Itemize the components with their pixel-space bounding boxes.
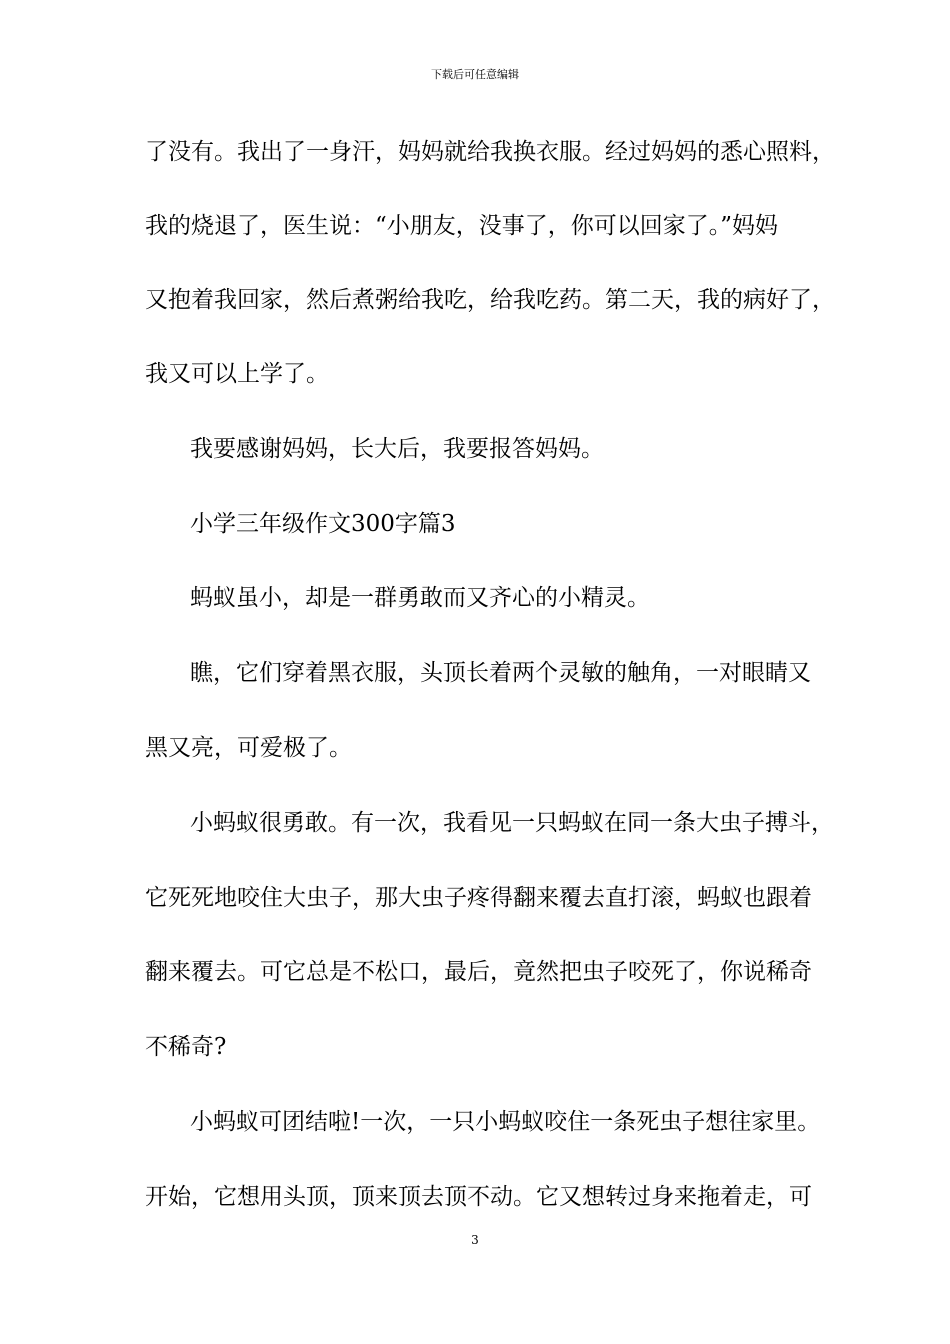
paragraph-line: 小蚂蚁可团结啦!一次，一只小蚂蚁咬住一条死虫子想往家里。	[190, 1109, 821, 1135]
paragraph-line: 蚂蚁虽小，却是一群勇敢而又齐心的小精灵。	[190, 585, 650, 611]
text-line: 开始，它想用头顶，顶来顶去顶不动。它又想转过身来拖着走，可	[145, 1184, 812, 1210]
text-line: 翻来覆去。可它总是不松口，最后，竟然把虫子咬死了，你说稀奇	[145, 959, 812, 985]
text-line: 我的烧退了，医生说：“小朋友，没事了，你可以回家了。”妈妈	[145, 213, 779, 239]
paragraph-line: 瞧，它们穿着黑衣服，头顶长着两个灵敏的触角，一对眼睛又	[190, 660, 811, 686]
text-line: 我又可以上学了。	[145, 361, 329, 387]
text-line: 不稀奇?	[145, 1034, 227, 1060]
text-line: 黑又亮，可爱极了。	[145, 735, 352, 761]
section-heading: 小学三年级作文300字篇3	[190, 511, 456, 537]
page-number: 3	[471, 1233, 479, 1247]
paragraph-line: 小蚂蚁很勇敢。有一次，我看见一只蚂蚁在同一条大虫子搏斗，	[190, 810, 834, 836]
text-line: 又抱着我回家，然后煮粥给我吃，给我吃药。第二天，我的病好了，	[145, 287, 835, 313]
page-header: 下载后可任意编辑	[431, 68, 519, 81]
text-line: 了没有。我出了一身汗，妈妈就给我换衣服。经过妈妈的悉心照料，	[145, 139, 835, 165]
paragraph-line: 我要感谢妈妈，长大后，我要报答妈妈。	[190, 436, 604, 462]
text-line: 它死死地咬住大虫子，那大虫子疼得翻来覆去直打滚，蚂蚁也跟着	[145, 885, 812, 911]
